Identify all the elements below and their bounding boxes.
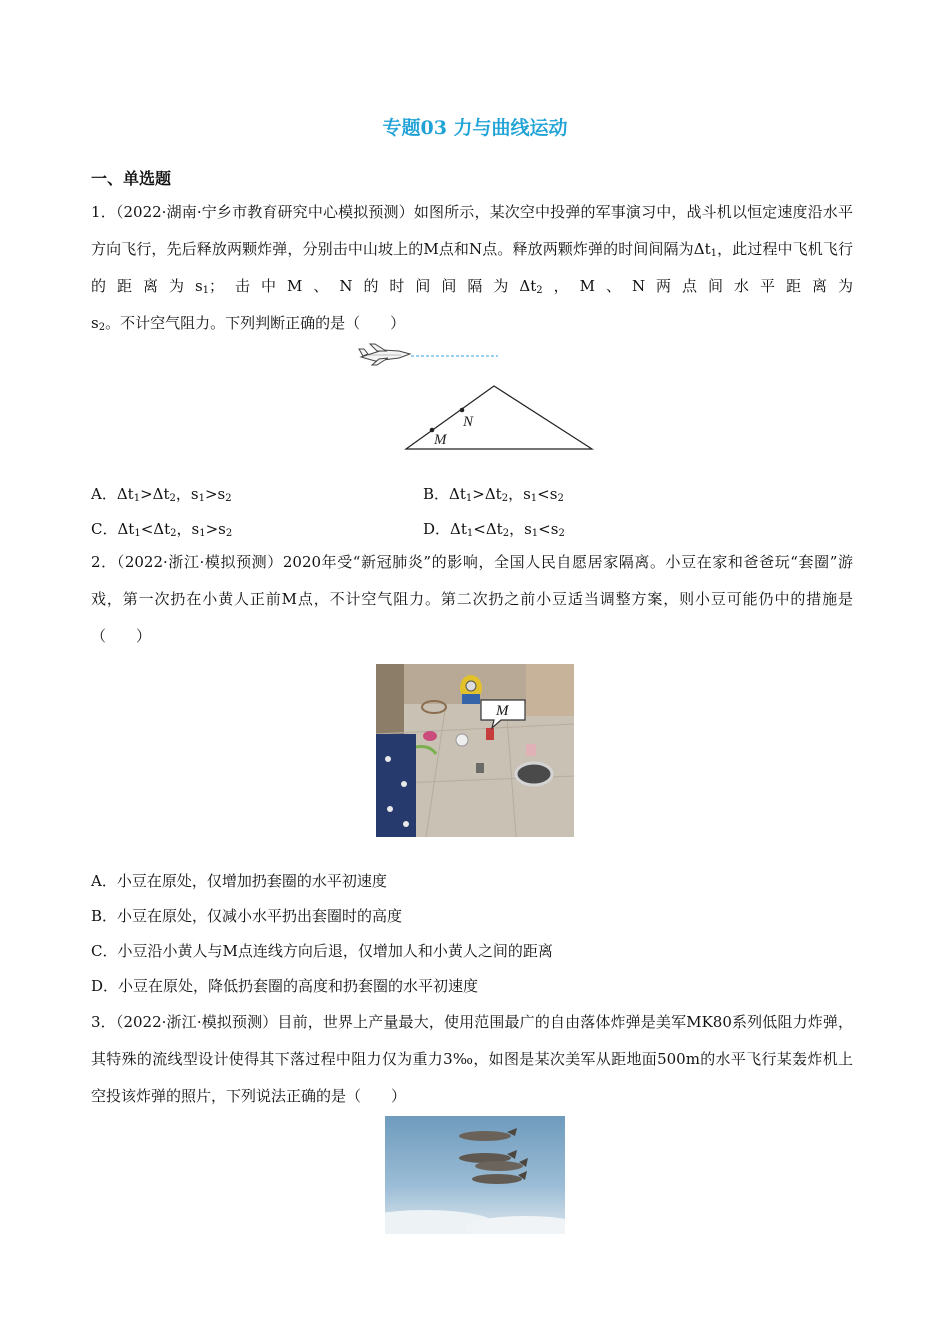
section-heading: 一、单选题 bbox=[91, 169, 172, 188]
fighter-jet-icon bbox=[359, 344, 410, 365]
bombing-diagram bbox=[355, 340, 600, 455]
label-m: M bbox=[434, 432, 447, 448]
ring-toss-photo bbox=[376, 664, 574, 837]
q1-option-b[interactable]: B．$\Delta t_1>\Delta t_2$，$s_1<s_2$ bbox=[423, 485, 564, 504]
q2-option-b[interactable]: B．小豆在原处，仅减小水平扔出套圈时的高度 bbox=[91, 907, 403, 925]
question-2-stem: 2．（2022·浙江·模拟预测）2020年受“新冠肺炎”的影响，全国人民自愿居家隔离。小豆在家和爸爸玩“套圈”游戏，第一次扔在小黄人正前M点，不计空气阻力。第二次扔之前小豆适当调整方案，则小豆可能仍中的措施是（ ） bbox=[91, 553, 853, 645]
q1-option-d[interactable]: D．$\Delta t_1<\Delta t_2$，$s_1<s_2$ bbox=[423, 520, 565, 539]
photo-label-m: M bbox=[496, 703, 509, 719]
page-title: 专题03 力与曲线运动 bbox=[382, 117, 568, 139]
question-1-stem: 1．（2022·湖南·宁乡市教育研究中心模拟预测）如图所示，某次空中投弹的军事演习中，战斗机以恒定速度沿水平方向飞行，先后释放两颗炸弹，分别击中山坡上的M点和N点。释放两颗炸弹的时间间隔为$\Delta t_1$，此过程中飞机飞行的距离为$s_1$；击中M、N的时间间隔为$\Delta t_2$，M、N两点间水平距离为$s_2$。不计空气阻力。下列判断正确的是（ ） bbox=[91, 203, 853, 333]
q2-option-c[interactable]: C．小豆沿小黄人与M点连线方向后退，仅增加人和小黄人之间的距离 bbox=[91, 942, 553, 960]
q2-option-d[interactable]: D．小豆在原处，降低扔套圈的高度和扔套圈的水平初速度 bbox=[91, 977, 479, 995]
question-3-stem: 3．（2022·浙江·模拟预测）目前，世界上产量最大，使用范围最广的自由落体炸弹是美军MK80系列低阻力炸弹，其特殊的流线型设计使得其下落过程中阻力仅为重力3‰，如图是某次美军从距地面500m的水平飞行某轰炸机上空投该炸弹的照片，下列说法正确的是（ ） bbox=[91, 1013, 853, 1105]
q2-option-a[interactable]: A．小豆在原处，仅增加扔套圈的水平初速度 bbox=[91, 872, 387, 890]
point-n bbox=[460, 408, 465, 413]
label-n: N bbox=[463, 414, 474, 430]
q1-option-c[interactable]: C．$\Delta t_1<\Delta t_2$，$s_1>s_2$ bbox=[91, 520, 233, 539]
q1-option-a[interactable]: A．$\Delta t_1>\Delta t_2$，$s_1>s_2$ bbox=[91, 485, 232, 504]
bombs-photo bbox=[385, 1116, 565, 1234]
